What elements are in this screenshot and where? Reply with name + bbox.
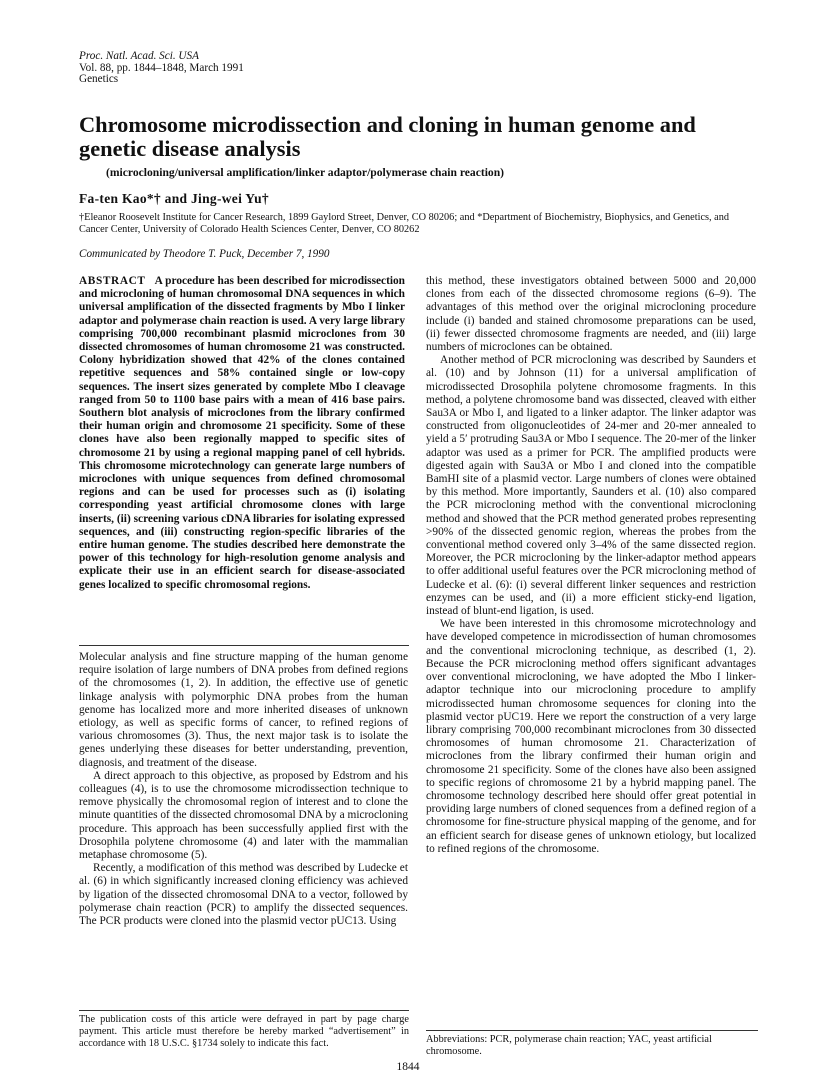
footnote-divider-right [426,1030,758,1031]
body-paragraph: this method, these investigators obtained between 5000 and 20,000 clones from each of the dissected chromosome regions (6–9). The advantages of this method over the original microcloning procedure include (i) banded and stained chromosome preparations can be used, (ii) fewer dissected chromosome fragments are needed, and (iii) large numbers of microclones can be obtained. [426,275,756,354]
body-paragraph: A direct approach to this objective, as proposed by Edstrom and his colleagues (4), is to use the chromosome microdissection technique to remove physically the chromosomal region of interest and to clone the minute quantities of the dissected chromosomal DNA by a microcloning procedure. This approach has been successfully applied first with the Drosophila polytene chromosome (4) and later with the mammalian metaphase chromosome (5). [79,769,408,862]
authors: Fa-ten Kao*† and Jing-wei Yu† [79,191,269,206]
affiliation: †Eleanor Roosevelt Institute for Cancer Research, 1899 Gaylord Street, Denver, CO 80206; and *Department of Biochemistry, Biophysics, and Genetics, and Cancer Center, University of Colorado Health Sciences Center, Denver, CO 80262 [79,212,730,235]
abstract [79,275,405,592]
abstract-label: ABSTRACT [79,275,146,287]
footnote-divider-left [79,1010,409,1011]
page-number: 1844 [396,1061,420,1073]
abstract-text: A procedure has been described for microdissection and microcloning of human chromosomal DNA sequences in which universal amplification of the dissected fragments by Mbo I linker adaptor and polymerase chain reaction is used. A very large library comprising 700,000 recombinant plasmid microclones from 30 dissected chromosomes of human chromosome 21 was constructed. Colony hybridization showed that 42% of the clones contained repetitive sequences and 58% contained single or low-copy sequences. The insert sizes generated by complete Mbo I cleavage ranged from 50 to 1100 base pairs with a mean of 416 base pairs. Southern blot analysis of microclones from the library confirmed their human origin and chromosome 21 specificity. Some of these clones have also been regionally mapped to specific sites of chromosome 21 by using a regional mapping panel of cell hybrids. This chromosome microtechnology can generate large numbers of microclones with unique sequences from defined chromosomal regions and can be used for processes such as (i) isolating corresponding yeast artificial chromosome clones with large inserts, (ii) screening various cDNA libraries for isolating expressed sequences, and (iii) constructing region-specific libraries of the entire human genome. The studies described here demonstrate the power of this technology for high-resolution genome analysis and explicate their use in an efficient search for disease-associated genes localized to specific chromosomal regions. [79,275,405,591]
journal-name: Proc. Natl. Acad. Sci. USA [79,50,199,62]
body-column-right [426,275,756,856]
keywords: (microcloning/universal amplification/linker adaptor/polymerase chain reaction) [106,166,505,179]
body-paragraph: We have been interested in this chromosome microtechnology and have developed competence in microdissection of human chromosomes and the conventional microcloning technique, as described (1, 2). Because the PCR microcloning method offers significant advantages over conventional microcloning, we have adopted the Mbo I linker-adaptor technique into our microcloning procedure to amplify microdissected human chromosome sequences for cloning into the plasmid vector pUC19. Here we report the construction of a very large library comprising 700,000 recombinant microclones from 30 dissected chromosomes of human chromosome 21. Characterization of microclones from the library confirmed their human origin and chromosome 21 specificity. Some of the clones have also been assigned to specific regions of chromosome 21 by a hybrid mapping panel. The chromosome technology described here should offer great potential in providing large numbers of cloned sequences from a defined region of a chromosome for fine-structure physical mapping of the genome, and for an efficient search for disease genes of unknown etiology, but localized to refined regions of the chromosome. [426,618,756,855]
body-paragraph: Recently, a modification of this method was described by Ludecke et al. (6) in which significantly increased cloning efficiency was achieved by ligation of the dissected chromosomal DNA to a vector, followed by polymerase chain reaction (PCR) to amplify the dissected sequences. The PCR products were cloned into the plasmid vector pUC13. Using [79,862,408,928]
publication-cost-footnote: The publication costs of this article were defrayed in part by page charge payment. This article must therefore be hereby marked “advertisement” in accordance with 18 U.S.C. §1734 solely to indicate this fact. [79,1014,409,1049]
abbreviations-footnote: Abbreviations: PCR, polymerase chain reaction; YAC, yeast artificial chromosome. [426,1034,712,1057]
volume-line: Vol. 88, pp. 1844–1848, March 1991 [79,61,244,74]
section-name: Genetics [79,73,119,85]
body-column-left [79,651,408,928]
communicated-by: Communicated by Theodore T. Puck, December 7, 1990 [79,248,330,260]
journal-header [79,51,244,86]
body-paragraph: Another method of PCR microcloning was described by Saunders et al. (10) and by Johnson (11) for a universal amplification of microdissected Drosophila polytene chromosome fragments. In this method, a polytene chromosome band was dissected, cleaved with either Sau3A or Mbo I, and ligated to a linker adaptor. The linker adaptor was constructed from oligonucleotides of 24-mer and 20-mer annealed to yield a 5′ protruding Sau3A or Mbo I sequence. The 20-mer of the linker adaptor was used as a primer for PCR. The amplified products were digested again with Sau3A or Mbo I and cloned into the compatible BamHI site of a plasmid vector. Large numbers of clones were obtained by this method. More importantly, Saunders et al. (10) also compared the PCR microcloning method with the conventional microcloning method and showed that the PCR method generated probes representing >90% of the dissected genomic region, whereas the probes from the conventional method covered only 3–4% of the same dissected region. Moreover, the PCR microcloning by the linker-adaptor method appears to offer additional useful features over the PCR microcloning method of Ludecke et al. (6): (i) several different linker sequences and restriction enzymes can be used, and (ii) a more efficient sticky-end ligation, instead of blunt-end ligation, is used. [426,354,756,618]
body-paragraph: Molecular analysis and fine structure mapping of the human genome require isolation of large numbers of DNA probes from defined regions of the chromosomes (1, 2). In addition, the effective use of genetic linkage analysis with polymorphic DNA probes from the human genome has localized more and more inherited diseases of unknown etiology, as well as specific forms of cancer, to refined regions of various chromosomes (3). Thus, the next major task is to isolate the genes underlying these diseases for better understanding, prevention, diagnosis, and treatment of the disease. [79,651,408,769]
abstract-paragraph [79,275,405,592]
abstract-divider [79,645,409,646]
article-title: Chromosome microdissection and cloning in human genome and genetic disease analysis [79,112,696,161]
